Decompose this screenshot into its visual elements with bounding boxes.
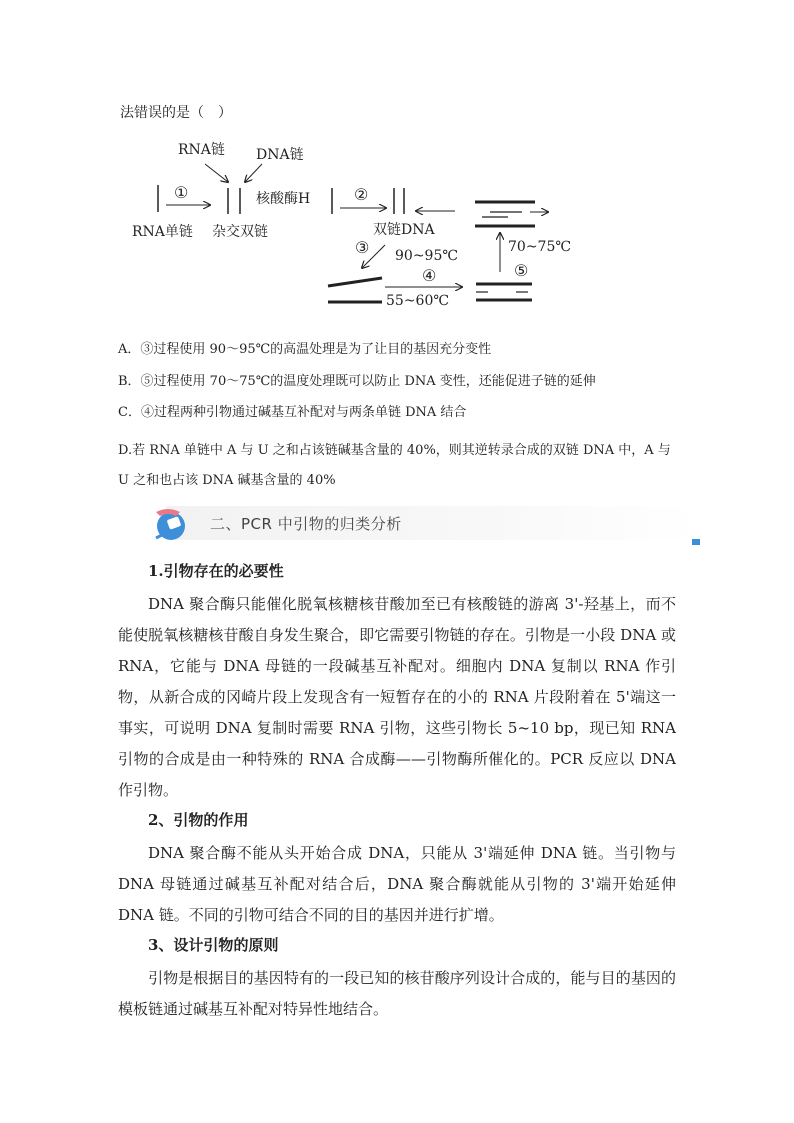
pcr-diagram: [110, 130, 580, 330]
rna-chain-pointer: [205, 164, 228, 182]
step-5-label: ⑤: [514, 261, 529, 280]
rnase-h-label: 核酸酶H: [256, 191, 311, 207]
paragraph-3: [118, 963, 676, 1025]
option-c: C．④过程两种引物通过碱基互补配对与两条单链 DNA 结合: [118, 405, 467, 420]
step-4-label: ④: [422, 266, 437, 285]
dna-chain-pointer: [245, 164, 262, 182]
rna-chain-label: RNA链: [178, 142, 225, 158]
paragraph-3-text: 引物是根据目的基因特有的一段已知的核苷酸序列设计合成的，能与目的基因的模板链通过碱基互补配对特异性地结合。: [118, 969, 676, 1018]
hybrid-label: 杂交双链: [212, 224, 268, 240]
section-header: [148, 500, 698, 546]
option-b: B．⑤过程使用 70～75℃的温度处理既可以防止 DNA 变性，还能促进子链的延伸: [118, 374, 596, 389]
blue-marker: [692, 539, 700, 545]
section-pen-icon: [148, 502, 190, 544]
separated-strand-upper: [328, 278, 382, 286]
step-1-label: ①: [174, 183, 189, 202]
option-d: D.若 RNA 单链中 A 与 U 之和占该链碱基含量的 40%，则其逆转录合成的双链 DNA 中，A 与 U 之和也占该 DNA 碱基含量的 40%: [118, 443, 671, 488]
temp-extend-label: 70~75℃: [508, 239, 572, 255]
step-2-label: ②: [354, 185, 369, 204]
paragraph-2-text: DNA 聚合酶不能从头开始合成 DNA，只能从 3'端延伸 DNA 链。当引物与 DNA 母链通过碱基互补配对结合后，DNA 聚合酶就能从引物的 3'端开始延伸 DNA 链。不同的引物可结合不同的目的基因并进行扩增。: [118, 844, 676, 924]
paragraph-1-text: DNA 聚合酶只能催化脱氧核糖核苷酸加至已有核酸链的游离 3'-羟基上，而不能使脱氧核糖核苷酸自身发生聚合，即它需要引物链的存在。引物是一小段 DNA 或 RNA，它能与 DNA 母链的一段碱基互补配对。细胞内 DNA 复制以 RNA 作引物，从新合成的冈崎片段上发现含有一短暂存在的小的 RNA 片段附着在 5'端这一事实，可说明 DNA 复制时需要 RNA 引物，这些引物长 5~10 bp，现已知 RNA 引物的合成是由一种特殊的 RNA 合成酶——引物酶所催化的。PCR 反应以 DNA 作引物。: [118, 595, 676, 799]
question-stem: 法错误的是（ ）: [120, 105, 232, 121]
step-3-label: ③: [355, 238, 370, 257]
section-title: 二、PCR 中引物的归类分析: [210, 515, 402, 533]
option-a: A．③过程使用 90～95℃的高温处理是为了让目的基因充分变性: [118, 342, 492, 357]
rna-single-label: RNA单链: [132, 224, 193, 240]
temp-anneal-label: 55~60℃: [386, 293, 450, 309]
paragraph-2: [118, 838, 676, 931]
heading-1: 1.引物存在的必要性: [148, 562, 284, 580]
temp-denature-label: 90~95℃: [395, 248, 459, 264]
heading-3: 3、设计引物的原则: [148, 936, 279, 954]
heading-2: 2、引物的作用: [148, 811, 249, 829]
paragraph-1: [118, 589, 676, 806]
dna-chain-label: DNA链: [256, 147, 304, 163]
ds-dna-label: 双链DNA: [373, 222, 435, 238]
